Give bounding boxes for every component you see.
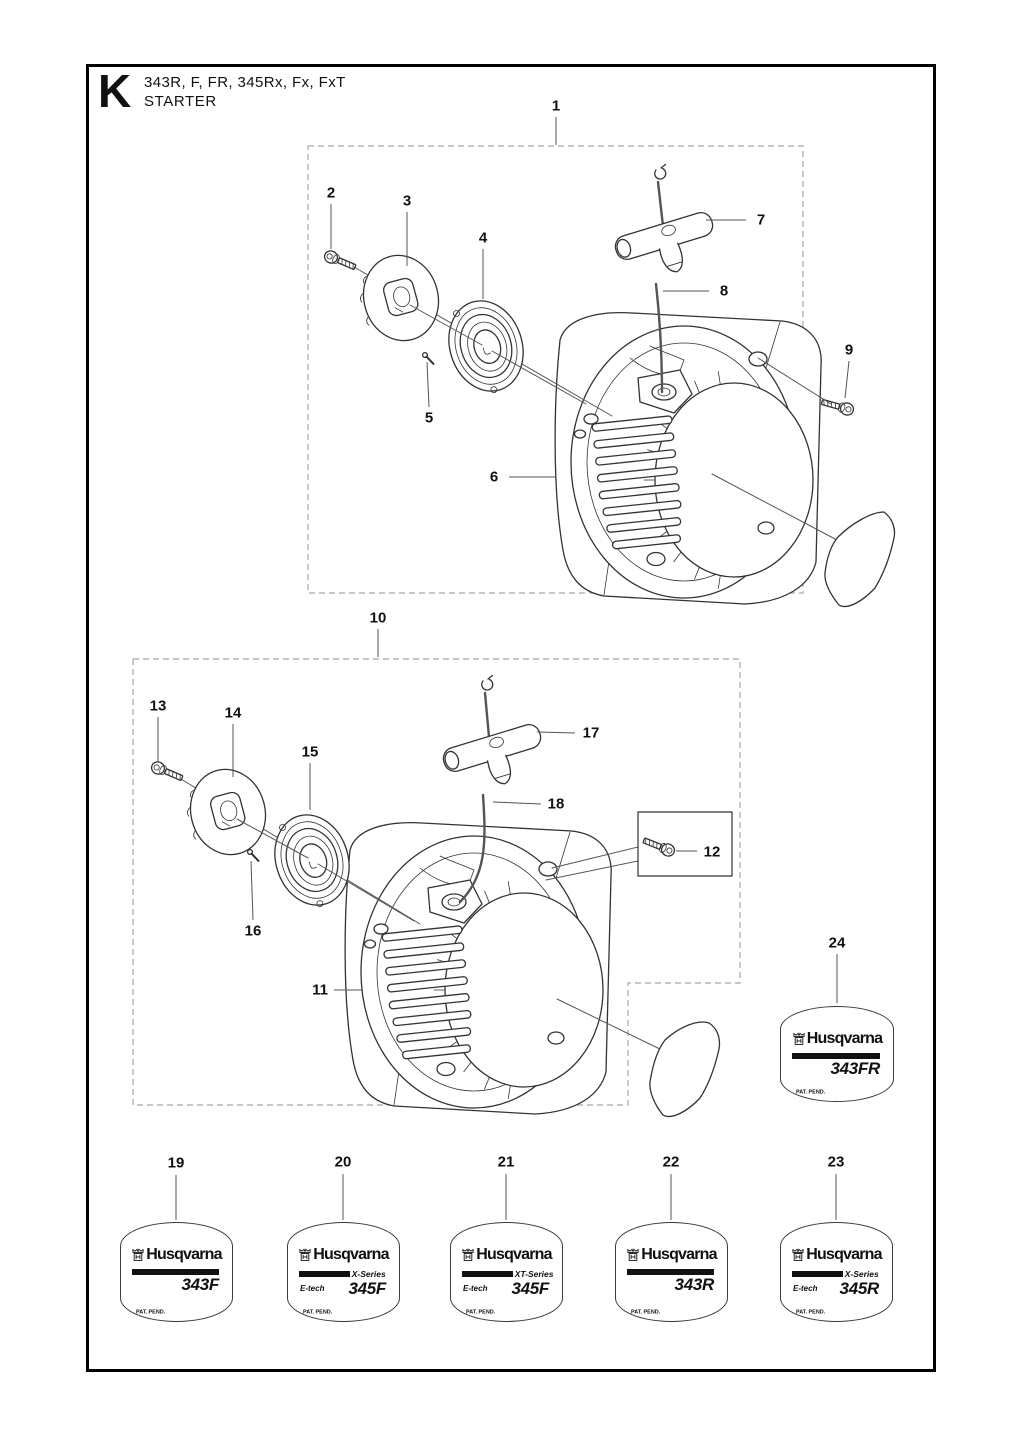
starter-pulley-14 [179,761,275,864]
part-callout-14: 14 [224,704,242,722]
decal-bar-row [792,1269,881,1279]
part-callout-7: 7 [756,211,766,229]
part-callout-3: 3 [402,192,412,210]
etech-label: E-tech [793,1284,818,1293]
starter-handle-17 [441,722,551,799]
starter-pulley-3 [352,247,448,350]
decal-345f-xseries [287,1222,400,1322]
husqvarna-crown-icon [626,1248,640,1262]
patent-label: PAT. PEND. [796,1309,826,1315]
blank-decal-outline-1 [825,512,895,606]
part-callout-13: 13 [149,697,167,715]
section-letter: K [98,65,132,117]
decal-bar [299,1271,350,1277]
screw-2 [323,249,358,273]
brand-wordmark: Husqvarna [806,1246,882,1263]
patent-label: PAT. PEND. [303,1309,333,1315]
brand-wordmark: Husqvarna [476,1246,552,1263]
part-callout-6: 6 [489,468,499,486]
part-callout-19: 19 [167,1154,185,1172]
starter-housing-11 [345,823,611,1114]
part-callout-17: 17 [582,724,600,742]
part-callout-21: 21 [497,1153,515,1171]
brand-logo-row [451,1246,562,1264]
decal-bar [462,1271,513,1277]
decal-345f-xtseries [450,1222,563,1322]
decal-bar-row [299,1269,388,1279]
starter-housing-6 [555,313,821,604]
recoil-spring-cassette-4 [438,291,535,402]
husqvarna-crown-icon [791,1248,805,1262]
brand-logo-row [781,1030,893,1048]
model-label: 345F [511,1279,549,1298]
part-callout-15: 15 [301,743,319,761]
part-callout-10: 10 [369,609,387,627]
starter-assembly-2 [150,676,732,1117]
patent-label: PAT. PEND. [796,1089,826,1095]
rope-knot [482,676,493,691]
brand-logo-row [288,1246,399,1264]
part-callout-20: 20 [334,1153,352,1171]
screw-5 [421,352,436,364]
part-callout-11: 11 [312,981,328,999]
model-label: 345F [348,1279,386,1298]
starter-assembly-1 [323,165,895,607]
blank-decal-outline-2 [650,1022,720,1116]
husqvarna-crown-icon [131,1248,145,1262]
husqvarna-crown-icon [461,1248,475,1262]
brand-logo-row [781,1246,892,1264]
model-label: 343F [181,1275,219,1294]
decal-345r-xseries [780,1222,893,1322]
model-label: 343R [674,1275,714,1294]
brand-logo-row [616,1246,727,1264]
series-label: X-Series [844,1269,879,1279]
series-label: X-Series [351,1269,386,1279]
models-line: 343R, F, FR, 345Rx, Fx, FxT [144,74,346,91]
part-callout-2: 2 [326,184,336,202]
decal-343r [615,1222,728,1322]
part-callout-22: 22 [662,1153,680,1171]
part-callout-18: 18 [547,795,565,813]
rope-knot [655,165,666,180]
part-callout-5: 5 [424,409,434,427]
part-callout-9: 9 [844,341,854,359]
brand-wordmark: Husqvarna [313,1246,389,1263]
husqvarna-crown-icon [298,1248,312,1262]
part-callout-16: 16 [244,922,262,940]
decal-343fr [780,1006,894,1102]
patent-label: PAT. PEND. [466,1309,496,1315]
decal-bar [792,1271,843,1277]
part-callout-8: 8 [719,282,729,300]
screw-13 [150,760,185,784]
brand-wordmark: Husqvarna [146,1246,222,1263]
screw-16 [246,849,261,861]
model-label: 345R [839,1279,879,1298]
decal-343f [120,1222,233,1322]
part-callout-23: 23 [827,1153,845,1171]
husqvarna-crown-icon [792,1032,806,1046]
brand-logo-row [121,1246,232,1264]
starter-handle-7 [613,210,723,287]
model-label: 343FR [830,1059,880,1078]
brand-wordmark: Husqvarna [806,1030,883,1047]
part-callout-24: 24 [828,934,846,952]
decal-bar-row [462,1269,554,1279]
part-callout-12: 12 [703,843,721,861]
page-title: STARTER [144,93,217,110]
etech-label: E-tech [463,1284,488,1293]
patent-label: PAT. PEND. [136,1309,166,1315]
part-callout-4: 4 [478,229,488,247]
series-label: XT-Series [514,1269,554,1279]
patent-label: PAT. PEND. [631,1309,661,1315]
screw-9 [820,396,855,416]
etech-label: E-tech [300,1284,325,1293]
part-callout-1: 1 [551,97,561,115]
brand-wordmark: Husqvarna [641,1246,717,1263]
